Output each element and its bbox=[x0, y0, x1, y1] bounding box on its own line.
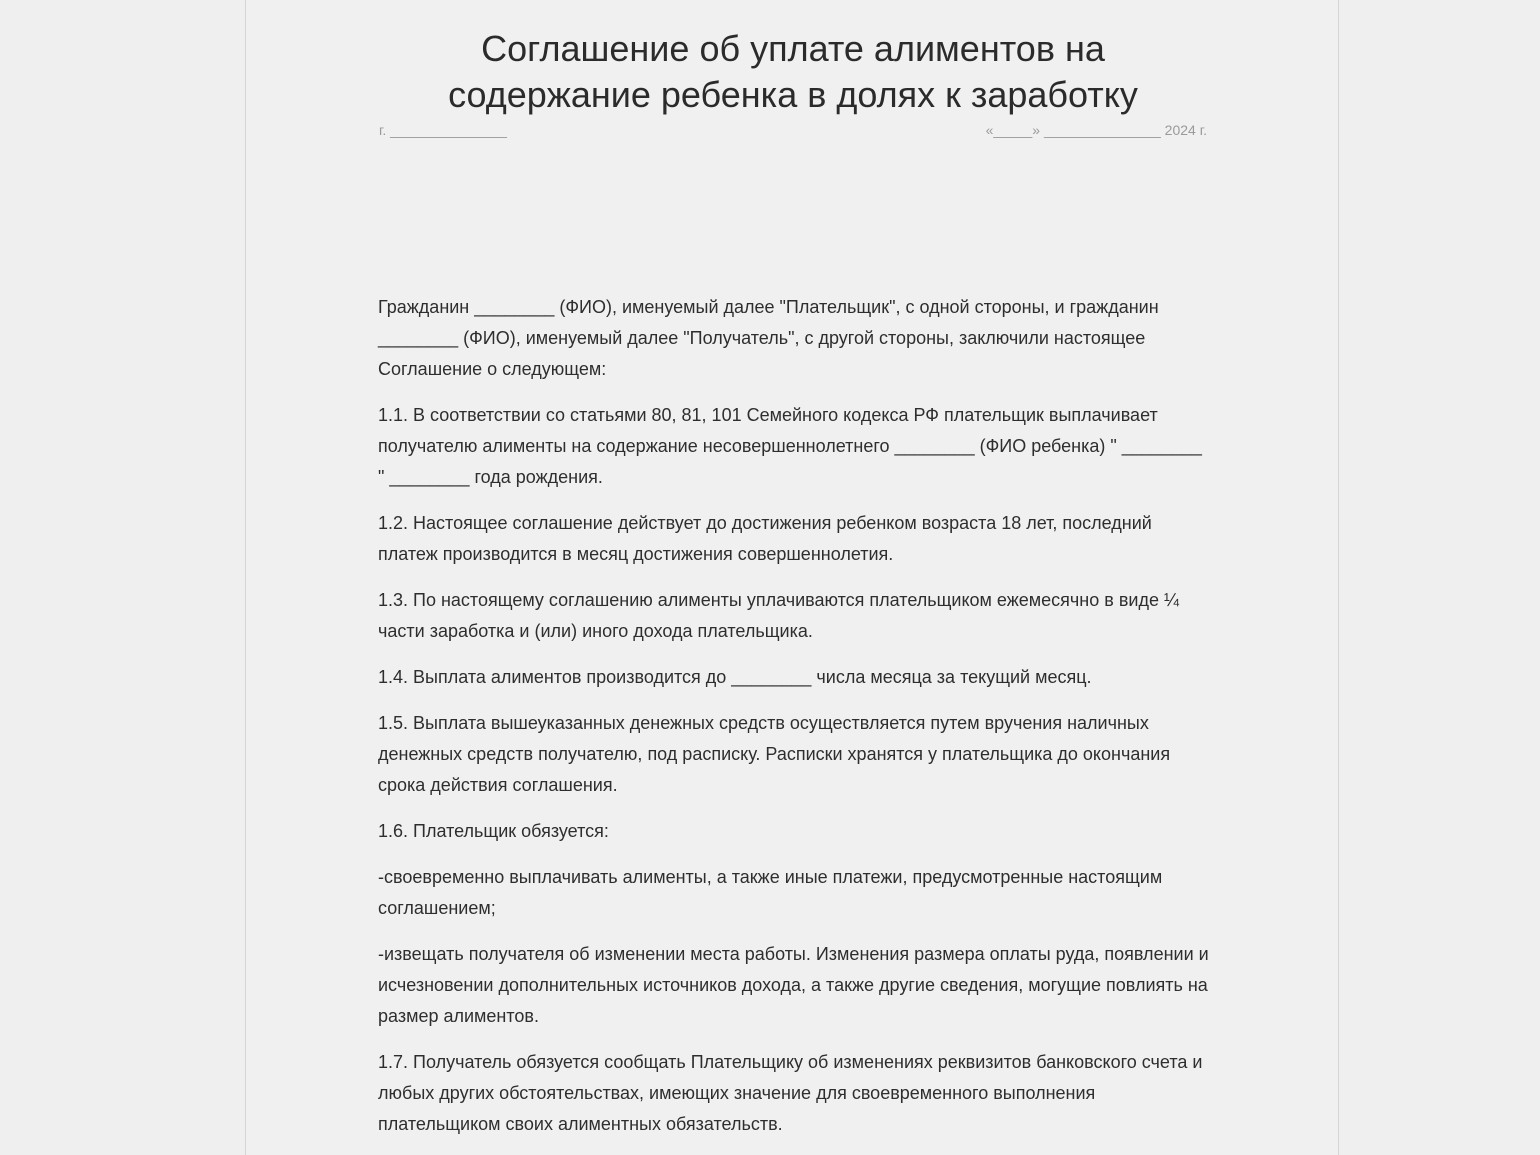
title-line-2: содержание ребенка в долях к заработку bbox=[448, 74, 1138, 115]
paragraph-1-5: 1.5. Выплата вышеуказанных денежных средств осуществляется путем вручения наличных денежных средств получателю, под расписку. Расписки хранятся у плательщика до окончания срока действия соглашения. bbox=[378, 713, 1171, 795]
paragraph-1-7: 1.7. Получатель обязуется сообщать Плательщику об изменениях реквизитов банковского счета и любых других обстоятельствах, имеющих значение для своевременного выполнения плательщиком своих алиментных обязательств. bbox=[378, 1052, 1203, 1134]
paragraph-preamble: Гражданин ________ (ФИО), именуемый далее "Плательщик", с одной стороны, и гражданин ________ (ФИО), именуемый далее "Получатель", с другой стороны, заключили настоящее Соглашение о следующем: bbox=[378, 297, 1159, 379]
date-field: «_____» _______________ 2024 г. bbox=[985, 122, 1207, 138]
paragraph-obligation-1: -своевременно выплачивать алименты, а также иные платежи, предусмотренные настоящим соглашением; bbox=[378, 867, 1163, 918]
document-title bbox=[246, 26, 1340, 118]
city-field: г. _______________ bbox=[379, 122, 507, 138]
paragraph-obligation-2: -извещать получателя об изменении места работы. Изменения размера оплаты руда, появлении и исчезновении дополнительных источников дохода, а также другие сведения, могущие повлиять на размер алиментов. bbox=[378, 944, 1209, 1026]
paragraph-1-1: 1.1. В соответствии со статьями 80, 81, 101 Семейного кодекса РФ плательщик выплачивает получателю алименты на содержание несовершеннолетнего ________ (ФИО ребенка) " ________ " ________ года рождения. bbox=[378, 405, 1202, 487]
paragraph-1-3: 1.3. По настоящему соглашению алименты уплачиваются плательщиком ежемесячно в виде ¼ части заработка и (или) иного дохода плательщика. bbox=[378, 590, 1179, 641]
paragraph-1-2: 1.2. Настоящее соглашение действует до достижения ребенком возраста 18 лет, последний платеж производится в месяц достижения совершеннолетия. bbox=[378, 513, 1152, 564]
paragraph-1-4: 1.4. Выплата алиментов производится до ________ числа месяца за текущий месяц. bbox=[378, 667, 1092, 687]
document-body bbox=[378, 292, 1213, 1155]
title-line-1: Соглашение об уплате алиментов на bbox=[481, 28, 1105, 69]
paragraph-1-6: 1.6. Плательщик обязуется: bbox=[378, 821, 609, 841]
document-page bbox=[245, 0, 1339, 1155]
